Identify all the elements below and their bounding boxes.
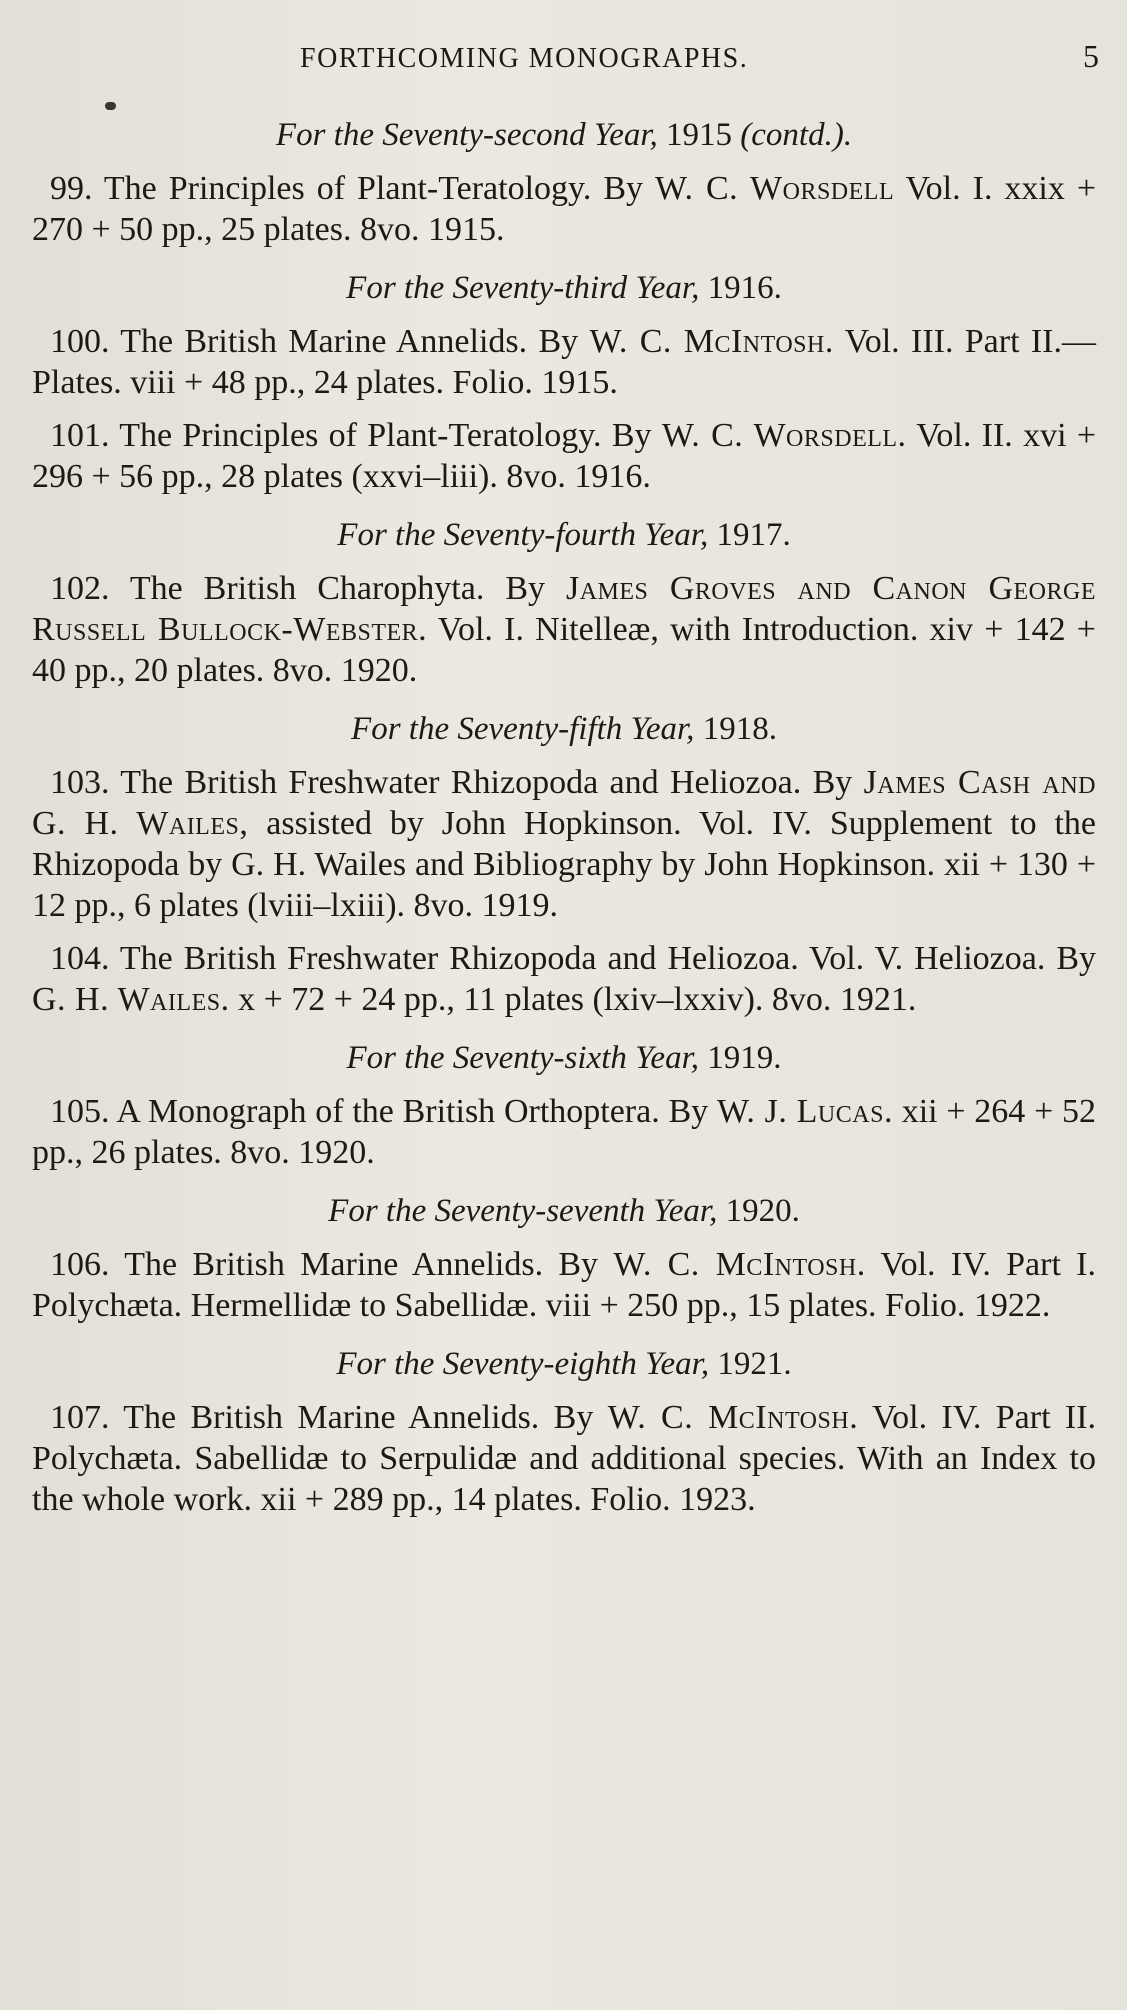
- author-name: W. C. McIntosh.: [613, 1246, 866, 1283]
- year-heading: For the Seventy-sixth Year, 1919.: [346, 1040, 782, 1076]
- year-heading: For the Seventy-second Year, 1915 (contd.).: [275, 117, 853, 153]
- author-name: James Groves and Canon George Russell Bullock-Webster.: [32, 570, 1097, 648]
- author-name: W. J. Lucas.: [716, 1093, 893, 1130]
- monograph-entry: 104. The British Freshwater Rhizopoda and Heliozoa. Vol. V. Heliozoa. By G. H. Wailes. x + 72 + 24 pp., 11 plates (lxiv–lxxiv). 8vo. 1921.: [32, 940, 1096, 1018]
- year-heading: For the Seventy-fourth Year, 1917.: [337, 517, 791, 553]
- ink-speck: [105, 102, 116, 110]
- running-head: [0, 38, 1127, 82]
- monograph-entry: 103. The British Freshwater Rhizopoda and Heliozoa. By James Cash and G. H. Wailes, assisted by John Hopkinson. Vol. IV. Supplement to the Rhizopoda by G. H. Wailes and Bibliography by John Hopkinson. xii + 130 + 12 pp., 6 plates (lviii–lxiii). 8vo. 1919.: [32, 764, 1097, 924]
- page-number: 5: [1083, 38, 1099, 74]
- monograph-entry: 101. The Principles of Plant-Teratology. By W. C. Worsdell. Vol. II. xvi + 296 + 56 pp., 28 plates (xxvi–liii). 8vo. 1916.: [32, 417, 1097, 495]
- monograph-entry: 107. The British Marine Annelids. By W. C. McIntosh. Vol. IV. Part II. Polychæta. Sabellidæ to Serpulidæ and additional species. With an Index to the whole work. xii + 289 pp., 14 plates. Folio. 1923.: [32, 1399, 1097, 1518]
- author-name: W. C. McIntosh.: [607, 1399, 859, 1436]
- monograph-entry: 100. The British Marine Annelids. By W. C. McIntosh. Vol. III. Part II.—Plates. viii + 48 pp., 24 plates. Folio. 1915.: [32, 323, 1096, 401]
- author-name: G. H. Wailes.: [32, 981, 230, 1018]
- monograph-entry: 99. The Principles of Plant-Teratology. By W. C. Worsdell Vol. I. xxix + 270 + 50 pp., 25 plates. 8vo. 1915.: [32, 170, 1097, 248]
- monograph-entry: 106. The British Marine Annelids. By W. C. McIntosh. Vol. IV. Part I. Polychæta. Hermellidæ to Sabellidæ. viii + 250 pp., 15 plates. Folio. 1922.: [32, 1246, 1097, 1324]
- running-title: FORTHCOMING MONOGRAPHS.: [300, 43, 749, 74]
- monograph-list: [32, 115, 1096, 1520]
- monograph-entry: 102. The British Charophyta. By James Groves and Canon George Russell Bullock-Webster. Vol. I. Nitelleæ, with Introduction. xiv + 142 + 40 pp., 20 plates. 8vo. 1920.: [32, 570, 1097, 689]
- monograph-entry: 105. A Monograph of the British Orthoptera. By W. J. Lucas. xii + 264 + 52 pp., 26 plates. 8vo. 1920.: [32, 1093, 1097, 1171]
- year-heading: For the Seventy-fifth Year, 1918.: [351, 711, 777, 747]
- author-name: W. C. Worsdell.: [661, 417, 907, 454]
- author-name: James Cash and G. H. Wailes,: [32, 764, 1097, 842]
- author-name: W. C. McIntosh.: [589, 323, 834, 360]
- year-heading: For the Seventy-seventh Year, 1920.: [328, 1193, 800, 1229]
- author-name: W. C. Worsdell: [655, 170, 895, 207]
- year-heading: For the Seventy-eighth Year, 1921.: [336, 1346, 792, 1382]
- year-heading: For the Seventy-third Year, 1916.: [346, 270, 782, 306]
